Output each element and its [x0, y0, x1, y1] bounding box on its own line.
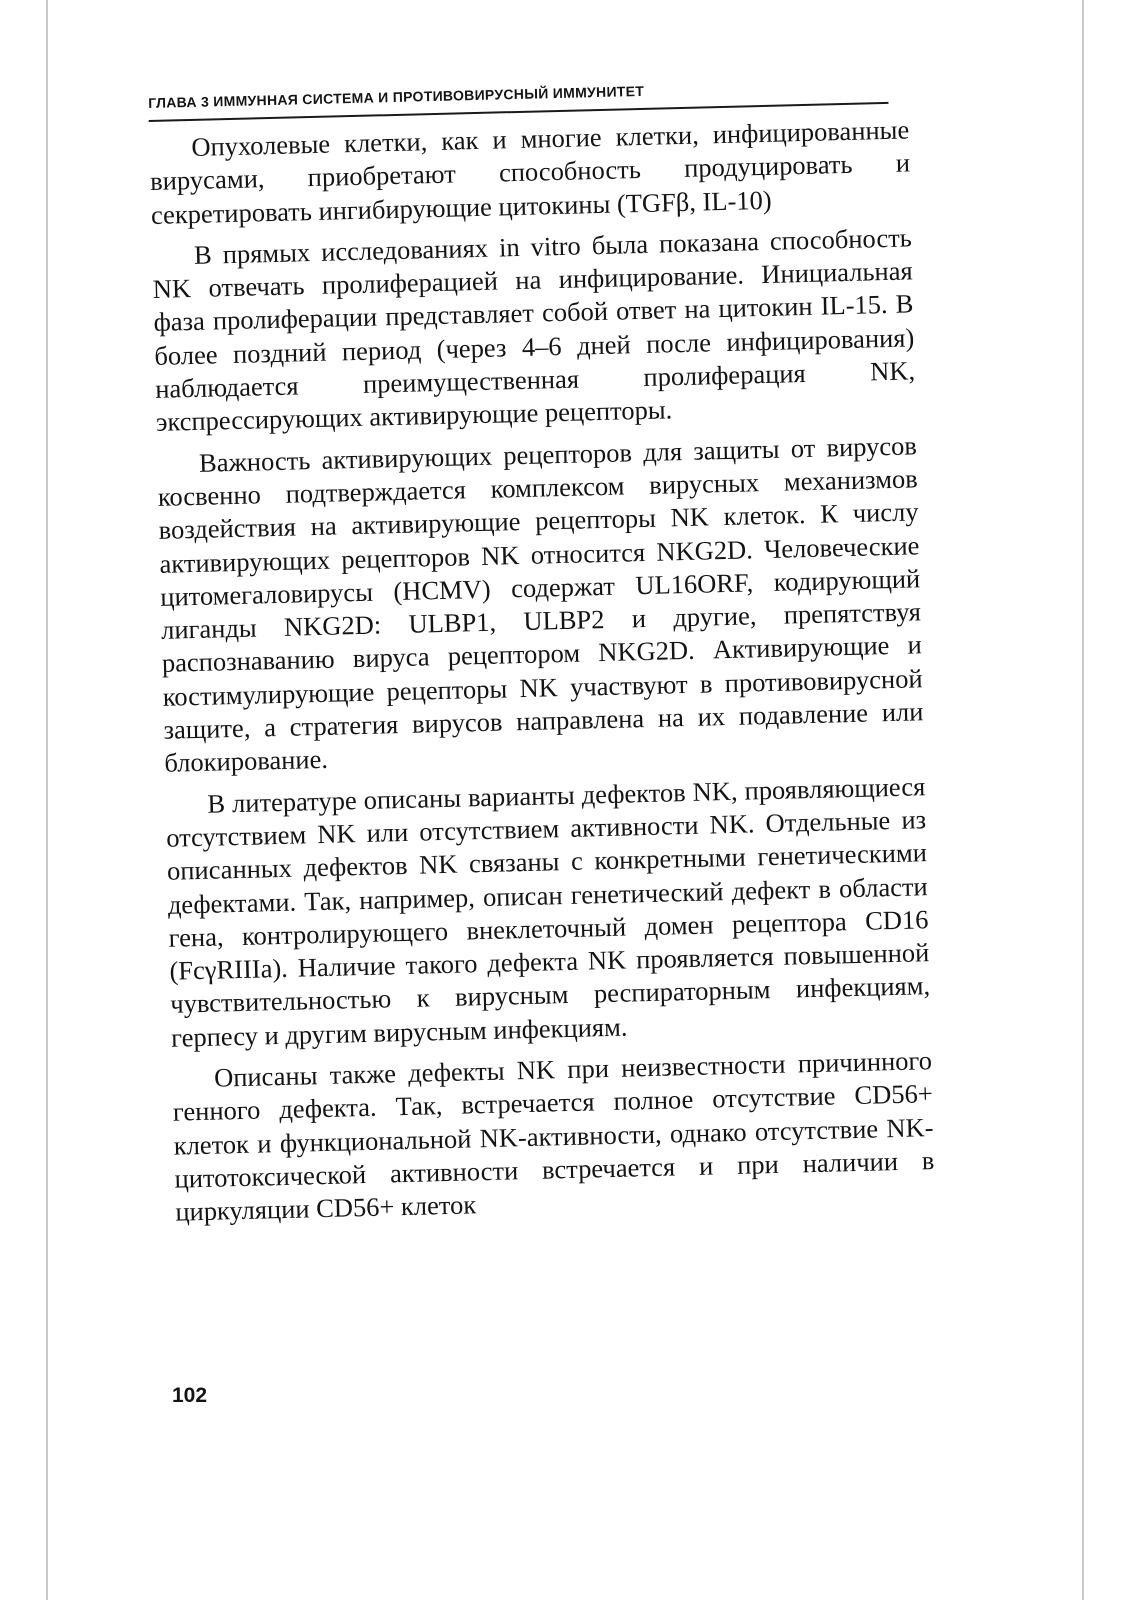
- paragraph-3: Важность активирующих рецепторов для защиты от вирусов косвенно подтверждается комплексом вирусных механизмов воздействия на активирующие рецепторы NK клеток. К числу активирующих рецепторов NK относится NKG2D. Человеческие цитомегаловирусы (HCMV) содержат UL16ORF, кодирующий лиганды NKG2D: ULBP1, ULBP2 и другие, препятствуя распознаванию вируса рецептором NKG2D. Активирующие и костимулирующие рецепторы NK участвуют в противовирусной защите, а стратегия вирусов направлена на их подавление или блокирование.: [157, 429, 924, 779]
- paragraph-4: В литературе описаны варианты дефектов NK, проявляющиеся отсутствием NK или отсутствием активности NK. Отдельные из описанных дефектов NK связаны с конкретными генетическими дефектами. Так, например, описан генетический дефект в области гена, контролирующего внеклеточный домен рецептора CD16 (FcγRIIIa). Наличие такого дефекта NK проявляется повышенной чувствительностью к вирусным респираторным инфекциям, герпесу и другим вирусным инфекциям.: [165, 770, 931, 1053]
- text-block: [148, 73, 936, 1237]
- paragraph-1: Опухолевые клетки, как и многие клетки, инфицированные вирусами, приобретают способность продуцировать и секретировать ингибирующие цитокины (TGFβ, IL-10): [149, 114, 911, 230]
- page-right-edge: [1082, 0, 1084, 1600]
- page-left-edge: [46, 0, 48, 1600]
- page-number: 102: [172, 1384, 208, 1407]
- running-head: ГЛАВА 3 ИММУННАЯ СИСТЕМА И ПРОТИВОВИРУСНЫЙ ИММУНИТЕТ: [148, 82, 645, 111]
- paragraph-5: Описаны также дефекты NK при неизвестности причинного генного дефекта. Так, встречается полное отсутствие CD56+ клеток и функциональной NK-активности, однако отсутствие NK-цитотоксической активности встречается и при наличии в циркуляции CD56+ клеток: [172, 1045, 935, 1227]
- paragraph-2: В прямых исследованиях in vitro была показана способность NK отвечать пролиферацией на инфицирование. Инициальная фаза пролиферации представляет собой ответ на цитокин IL-15. В более поздний период (через 4–6 дней после инфицирования) наблюдается преимущественная пролиферация NK, экспрессирующих активирующие рецепторы.: [152, 222, 916, 438]
